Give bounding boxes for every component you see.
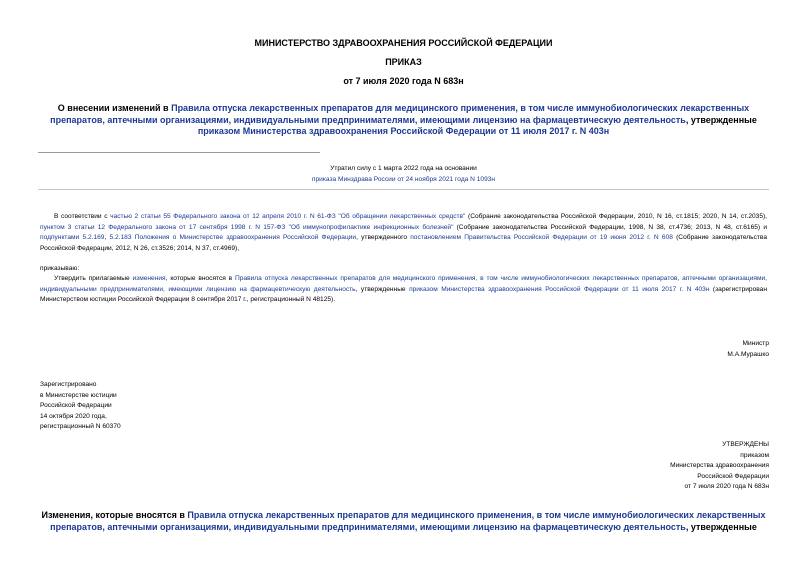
lost-force-text: Утратил силу с 1 марта 2022 года на основании [330, 165, 477, 172]
para-text: (Собрание законодательства Российской Федерации, 2012, N 26, ст.3526; 2014, N 37, ст.4969), [40, 234, 767, 252]
registration-line: в Министерстве юстиции [40, 391, 117, 399]
para-text: (Собрание законодательства Российской Федерации, 2010, N 16, ст.1815; 2020, N 14, ст.2035), [465, 213, 768, 220]
approved-block [560, 440, 769, 493]
signature-block [560, 338, 769, 360]
ministry-header: МИНИСТЕРСТВО ЗДРАВООХРАНЕНИЯ РОССИЙСКОЙ ФЕДЕРАЦИИ [254, 38, 553, 48]
lost-force-note [250, 163, 557, 185]
divider [38, 189, 769, 190]
preamble-paragraph [40, 212, 767, 254]
approved-line: Российской Федерации [697, 472, 769, 480]
minister-name: М.А.Мурашко [727, 351, 769, 358]
para-text: (зарегистрирован Министерством юстиции Российской Федерации 8 сентября 2017 г., регистрационный N 48125). [40, 285, 767, 303]
title-rules-link[interactable]: Правила отпуска лекарственных препаратов для медицинского применения, в том числе иммунобиологических лекарственных препаратов, аптечными организациями, индивидуальными предпринимателями, имеющими лицензию на фармацевтическую деятельность [50, 103, 750, 125]
approved-line: УТВЕРЖДЕНЫ [722, 441, 769, 448]
registration-line: регистрационный N 60370 [40, 423, 121, 430]
para-text: , которые вносятся в [165, 275, 236, 282]
changes-link[interactable]: изменения [132, 275, 166, 282]
title-order-403-link[interactable]: приказом Министерства здравоохранения Российской Федерации от 11 июля 2017 г. N 403н [197, 126, 610, 136]
registration-line: Зарегистрировано [40, 381, 97, 388]
law-157fz-link[interactable]: пунктом 3 статьи 12 Федерального закона от 17 сентября 1998 г. N 157-ФЗ "Об иммунопрофилактике инфекционных болезней" [40, 223, 454, 231]
minister-position: Министр [742, 340, 769, 347]
approved-line: Министерства здравоохранения [670, 462, 769, 469]
para-text: Утвердить прилагаемые [54, 275, 133, 282]
rules-link[interactable]: Правила отпуска лекарственных препаратов для медицинского применения, в том числе иммунобиологических лекарственных препаратов, аптечными организациями, индивидуальными предпринимателями, имеющими лицензию на фармацевтическую деятельность [40, 275, 767, 293]
lost-force-link[interactable]: приказа Минздрава России от 24 ноября 2021 года N 1093н [311, 176, 496, 183]
order-date: от 7 июля 2020 года N 683н [343, 76, 464, 86]
title-text: , утвержденные [685, 114, 757, 125]
order-heading: ПРИКАЗ [385, 57, 422, 67]
divider [38, 152, 320, 153]
para-text: , утвержденные [355, 285, 410, 293]
government-resolution-link[interactable]: постановлением Правительства Российской Федерации от 19 июня 2012 г. N 608 [410, 234, 673, 241]
changes-text: Изменения, которые вносятся в [41, 510, 188, 520]
changes-title [40, 510, 767, 533]
approved-line: от 7 июля 2020 года N 683н [684, 483, 769, 490]
registration-block [40, 380, 240, 433]
registration-line: Российской Федерации [40, 402, 112, 409]
approved-line: приказом [740, 451, 769, 459]
subparagraphs-link[interactable]: подпунктами 5.2.169 [40, 234, 105, 241]
law-61fz-link[interactable]: частью 2 статьи 55 Федерального закона от 12 апреля 2010 г. N 61-ФЗ "Об обращении лекарственных средств" [110, 213, 466, 220]
para-text: (Собрание законодательства Российской Федерации, 1998, N 38, ст.4736; 2013, N 48, ст.6165) и [453, 223, 768, 231]
changes-rules-link[interactable]: Правила отпуска лекарственных препаратов для медицинского применения, в том числе иммунобиологических лекарственных препаратов, аптечными организациями, индивидуальными предпринимателями, имеющими лицензию на фармацевтическую деятельность [50, 510, 766, 532]
para-text: В соответствии с [54, 213, 111, 220]
approve-paragraph [40, 274, 767, 306]
title-text: О внесении изменений в [57, 103, 172, 113]
changes-text: , утвержденные [685, 521, 757, 532]
ministry-regulation-link[interactable]: 5.2.183 Положения о Министерстве здравоохранения Российской Федерации [109, 234, 357, 241]
para-text: , [104, 234, 110, 241]
order-403-link[interactable]: приказом Министерства здравоохранения Российской Федерации от 11 июля 2017 г. N 403н [409, 285, 710, 293]
order-title [40, 103, 767, 138]
order-verb: приказываю: [40, 265, 80, 272]
para-text: , утвержденного [356, 234, 411, 241]
registration-line: 14 октября 2020 года, [40, 412, 107, 420]
